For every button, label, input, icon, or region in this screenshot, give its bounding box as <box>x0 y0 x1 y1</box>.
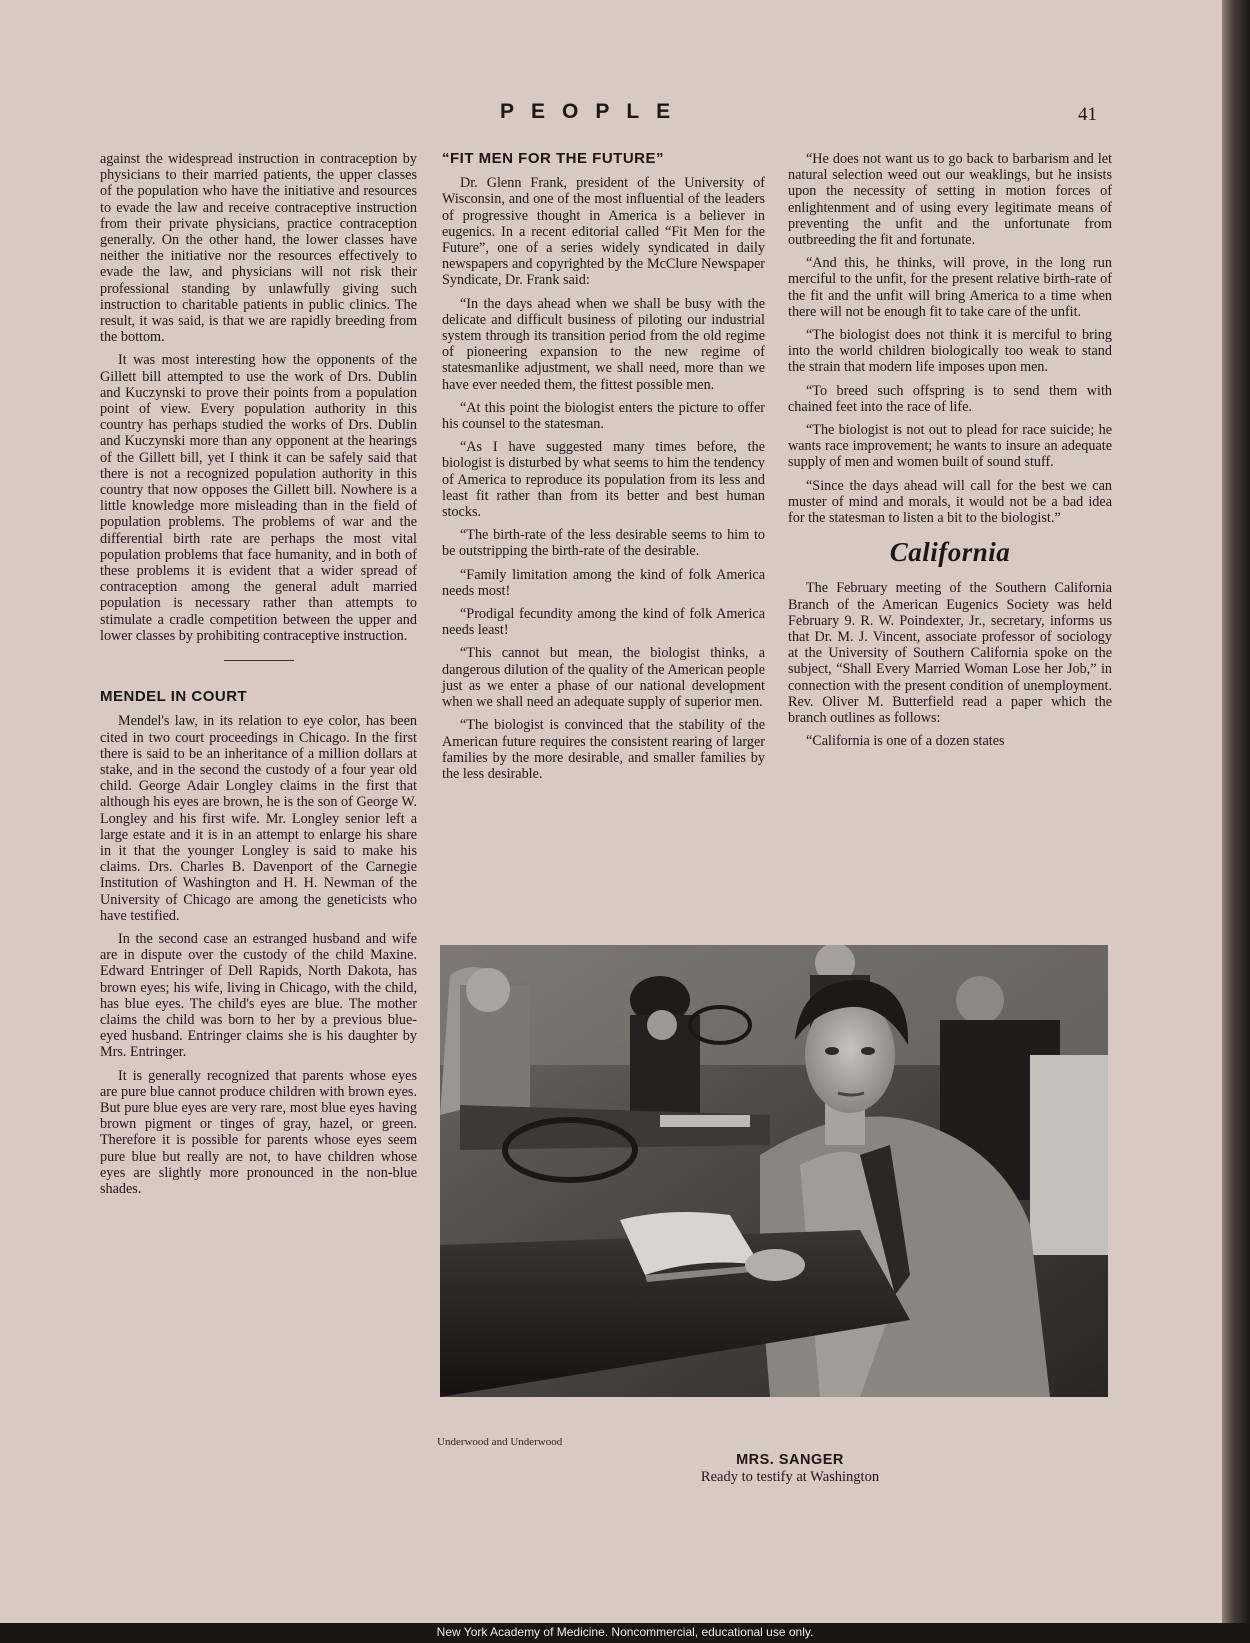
paragraph: “As I have suggested many times before, the biologist is disturbed by what seems to him the tendency of America to reproduce its population from its less and least fit rather than from its better and best human stocks. <box>442 439 765 521</box>
running-head: PEOPLE <box>500 100 688 123</box>
column-left <box>100 151 417 1204</box>
paragraph: “And this, he thinks, will prove, in the long run merciful to the unfit, for the present relative birth-rate of the fit and the unfit will bring America to a time when there will not be enough fit to take care of the unfit. <box>788 255 1112 320</box>
paragraph: The February meeting of the Southern California Branch of the American Eugenics Society was held February 9. R. W. Poindexter, Jr., secretary, informs us that Dr. M. J. Vincent, associate professor of sociology at the University of Southern California spoke on the subject, “Shall Every Married Woman Lose her Job,” in connection with the present condition of unemployment. Rev. Oliver M. Butterfield read a paper which the branch outlines as follows: <box>788 580 1112 727</box>
paragraph: “Family limitation among the kind of folk America needs most! <box>442 566 765 599</box>
paragraph: “Since the days ahead will call for the best we can muster of mind and morals, it would not be a bad idea for the statesman to listen a bit to the biologist.” <box>788 477 1112 527</box>
paragraph: “The birth-rate of the less desirable seems to him to be outstripping the birth-rate of the desirable. <box>442 527 765 560</box>
paragraph: “He does not want us to go back to barbarism and let natural selection weed out our weaklings, but he insists upon the necessity of setting in motion forces of enlightenment and of using every legitimate means of preventing the unfit and the unfortunate from outbreeding the fit and fortunate. <box>788 151 1112 249</box>
paragraph: In the second case an estranged husband and wife are in dispute over the custody of the child Maxine. Edward Entringer of Dell Rapids, North Dakota, has brown eyes; his wife, living in Chicago, with the child, has blue eyes. The child's eyes are blue. The mother claims the child was born to her by a previous blue-eyed husband. Entringer claims she is his daughter by Mrs. Entringer. <box>100 930 417 1061</box>
paragraph: against the widespread instruction in contraception by physicians to their married patients, the upper classes of the population who have the initiative and resources to evade the law and receive contraceptive instruction from their private physicians, practice contraception generally. On the other hand, the lower classes have neither the initiative nor the resources effectively to evade the law, and physicians will not risk their professional standing by unlawfully giving such instruction to charitable patients in public clinics. The result, it was said, is that we are rapidly breeding from the bottom. <box>100 151 417 346</box>
archive-footer: New York Academy of Medicine. Noncommercial, educational use only. <box>436 1625 814 1639</box>
paragraph: “To breed such offspring is to send them with chained feet into the race of life. <box>788 382 1112 415</box>
column-middle <box>442 151 765 789</box>
paragraph: “The biologist is not out to plead for race suicide; he wants race improvement; he wants to insure an adequate supply of men and women built of sound stuff. <box>788 422 1112 471</box>
photo-caption <box>560 1452 1020 1486</box>
paragraph: “In the days ahead when we shall be busy with the delicate and difficult business of piloting our industrial system through its transition period from the old regime of pioneering expansion to the new regime of statesmanlike adjustment, we shall need, more than we have ever needed them, the fittest possible men. <box>442 295 765 393</box>
page-edge-shadow <box>1222 0 1250 1623</box>
paragraph: “The biologist is convinced that the stability of the American future requires the consistent rearing of larger families by the more desirable, and smaller families by the less desirable. <box>442 717 765 782</box>
paragraph: “The biologist does not think it is merciful to bring into the world children biologically too weak to stand the strain that modern life imposes upon men. <box>788 327 1112 376</box>
paragraph: “This cannot but mean, the biologist thinks, a dangerous dilution of the quality of the American people just as we enter a phase of our national development when we shall need an adequate supply of superior men. <box>442 645 765 711</box>
paragraph: “California is one of a dozen states <box>806 733 1005 750</box>
column-right <box>788 151 1112 757</box>
section-heading-fit-men: “FIT MEN FOR THE FUTURE” <box>442 150 664 167</box>
section-divider <box>224 660 294 661</box>
paragraph: Mendel's law, in its relation to eye color, has been cited in two court proceedings in Chicago. In the first there is said to be an inheritance of a million dollars at stake, and in the second the custody of a four year old child. George Adair Longley claims in the first that although his eyes are brown, he is the son of George W. Longley and his first wife. Mr. Longley senior left a large estate and it is in an attempt to enlarge his share in it that the younger Longley is said to make his claims. Drs. Charles B. Davenport of the Carnegie Institution of Washington and H. H. Newman of the University of Chicago are among the geneticists who have testified. <box>100 713 417 924</box>
section-heading-california: California <box>889 537 1011 568</box>
photo-credit: Underwood and Underwood <box>437 1436 563 1448</box>
paragraph: “At this point the biologist enters the picture to offer his counsel to the statesman. <box>442 399 765 433</box>
paragraph: “Prodigal fecundity among the kind of folk America needs least! <box>442 606 765 639</box>
caption-name: MRS. SANGER <box>736 1452 844 1468</box>
photograph-mrs-sanger <box>440 945 1108 1397</box>
section-heading-mendel: MENDEL IN COURT <box>100 688 248 706</box>
paragraph: Dr. Glenn Frank, president of the University of Wisconsin, and one of the most influential of the leaders of progressive thought in America is a believer in eugenics. In a recent editorial called “Fit Men for the Future”, one of a series widely syndicated in daily newspapers and copyrighted by the McClure Newspaper Syndicate, Dr. Frank said: <box>442 175 765 289</box>
paragraph: It was most interesting how the opponents of the Gillett bill attempted to use the work of Drs. Dublin and Kuczynski to prove their points from a population point of view. Every population authority in this country has perhaps studied the works of Drs. Dublin and Kuczynski more than any opponent at the hearings of the Gillett bill, yet I think it can be safely said that there is not a recognized population authority in this country that now opposes the Gillett bill. Nowhere is a little knowledge more misleading than in the field of population problems. The problems of war and the differential birth rate are perhaps the most vital population problems that face humanity, and in both of these problems it is evident that a wider spread of contraception among the general adult married population is necessary rather than attempts to stimulate a cradle competition between the upper and lower classes by prohibiting contraceptive instruction. <box>100 352 417 644</box>
paragraph: It is generally recognized that parents whose eyes are pure blue cannot produce children with brown eyes. But pure blue eyes are very rare, most blue eyes having brown pigment or tinges of gray, hazel, or green. Therefore it is possible for parents whose eyes seem pure blue but really are not, to have children whose eyes are slightly more pronounced in the non-blue shades. <box>100 1067 417 1197</box>
caption-text: Ready to testify at Washington <box>700 1469 880 1485</box>
page-number: 41 <box>1078 104 1097 125</box>
